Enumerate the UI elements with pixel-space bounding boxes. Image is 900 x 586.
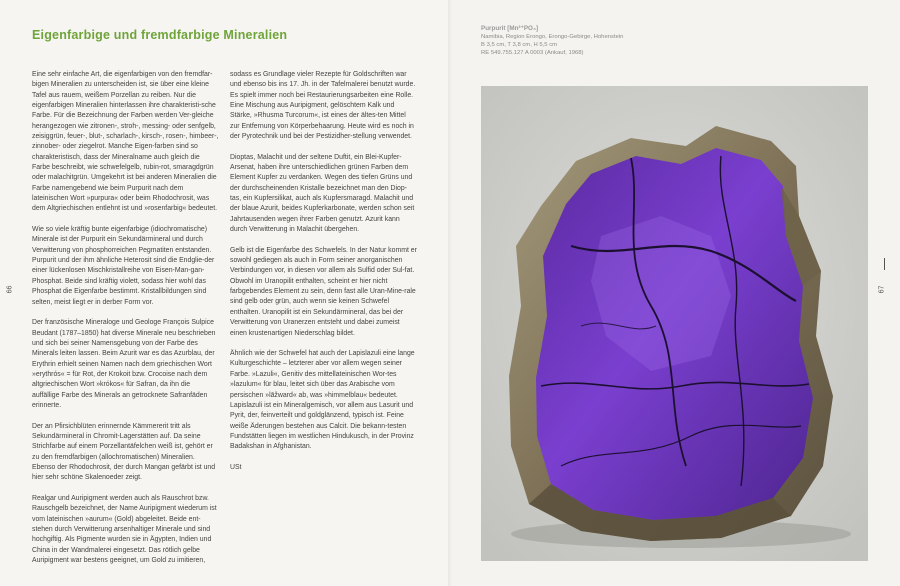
author-initials: USt [230,463,242,471]
photo-caption [481,25,801,57]
caption-inventory: RE 549.755.127 A 0003 (Ankauf, 1968) [481,50,584,56]
paragraph: Ähnlich wie der Schwefel hat auch der Lapislazuli eine lange Kulturgeschichte – letzterer aber vor allem wegen seiner Farbe. »Lazuli«, Genitiv des mittellateinischen Wor-tes »lazulum« für blau, leitet sich über das Arabische vom persischen »lāžward« ab, was »himmelblau« bedeutet. Lapislazuli ist ein Mineralgemisch, vor allem aus Lasurit und Pyrit, der, feinverteilt und goldglänzend, typisch ist. Feine weiße Äderungen bestehen aus Calcit. Die bekann-testen Fundstätten liegen im westlichen Hindukusch, in der Provinz Badakshan in Afghanistan. [230,350,415,451]
page-number-left: 66 [6,285,14,294]
running-head-rule [884,258,885,270]
paragraph: Gelb ist die Eigenfarbe des Schwefels. In der Natur kommt er sowohl gediegen als auch in Form seiner anorganischen Verbindungen vor, in diesen vor allem als Sulfid oder Sul-fat. Obwohl im Uranopilit enthalten, scheint er hier nicht farbgebendes Element zu sein, denn fast alle Uran-Mine-rale sind gelb oder grün, auch wenn sie keinen Schwefel enthalten. Uranopilit ist ein Sekundärmineral, das bei der Verwitterung von Uranerzen entsteht und dabei zumeist einen krustenartigen Niederschlag bildet. [230,246,417,337]
book-gutter [448,0,452,586]
paragraph: Der an Pfirsichblüten erinnernde Kämmererit tritt als Sekundärmineral in Chromit-Lagerstätten auf. Da seine Strichfarbe auf einem Porzellantäfelchen weiß ist, gehört er zu den fremdfarbigen (allochromatischen) Mineralien. Ebenso der Rhodochrosit, der durch Mangan gefärbt ist und hier sehr schöne Skalenoeder zeigt. [32,422,216,482]
caption-locality: Namibia, Region Erongo, Erongo-Gebirge, Hohenstein [481,34,624,40]
text-column-right [230,70,417,484]
text-column-left [32,70,219,577]
paragraph: sodass es Grundlage vieler Rezepte für Goldschriften war und ebenso bis ins 17. Jh. in der Tafelmalerei benutzt wurde. Es spielt immer noch bei Restaurierungsarbeiten eine Rolle. Eine Mischung aus Auripigment, gelöschtem Kalk und Stärke, »Rhusma Turcorum«, ist eines der ältes-ten Mittel zur Entfernung von Körperbehaarung. Heute wird es noch in der Pyrotechnik und bei der Pestizidher-stellung verwendet. [230,71,416,141]
caption-dimensions: B 3,5 cm, T 3,8 cm, H 5,5 cm [481,42,558,48]
paragraph: Der französische Mineraloge und Geologe François Sulpice Beudant (1787–1850) hat diverse Minerale neu beschrieben und sich bei seiner Namensgebung von der Farbe des Minerals leiten lassen. Beim Azurit war es das Azurblau, der Erythrin erhielt seinen Namen nach dem griechischen Wort »erythrós« = für Rot, der Krokoit bzw. Crocoise nach dem altgriechischen Wort »krókos« für Safran, da ihn die auffällige Farbe des Minerals an getrocknete Safranfäden erinnerte. [32,319,216,409]
purpurite-specimen-image [481,86,868,561]
page-title: Eigenfarbige und fremdfarbige Mineralien [32,28,288,42]
page-number-right: 67 [878,285,886,294]
caption-title: Purpurit [Mn³⁺PO₄] [481,25,539,32]
paragraph: Wie so viele kräftig bunte eigenfarbige (idiochromatische) Minerale ist der Purpurit ein Sekundärmineral und durch Verwitterung von phosphorreichen Pegmatiten entstanden. Purpurit und der ihm ähnliche Heterosit sind die Endglie-der einer lückenlosen Mischkristallreihe von Eisen-Man-gan-Phosphat. Beide sind kräftig violett, sodass hier wohl das Phosphat die Eigenfarbe bestimmt. Kristallbildungen sind selten, meist liegt er in derber Form vor. [32,226,215,306]
mineral-photo [481,86,868,561]
paragraph: Dioptas, Malachit und der seltene Duftit, ein Blei-Kupfer-Arsenat, haben ihre unterschiedlichen grünen Farben dem Element Kupfer zu verdanken. Wegen des tiefen Grüns und der durchscheinenden Kristalle bezeichnet man den Diop-tas, ein Kupfersilikat, auch als Kupfersmaragd. Malachit und der blaue Azurit, beides Kupferkarbonate, werden schon seit Jahrtausenden wegen ihrer Farben genutzt. Azurit kann durch Verwitterung in Malachit übergehen. [230,153,415,234]
paragraph: Eine sehr einfache Art, die eigenfarbigen von den fremdfar-bigen Mineralien zu unterscheiden ist, sie über eine kleine Tafel aus rauem, weißem Porzellan zu reiben. Nur die eigenfarbigen Mineralien hinterlassen ihre charakteristi-sche Farbe. Für die Bezeichnung der Farben werden Ver-gleiche herangezogen wie zitronen-, stroh-, messing- oder senfgelb, zeisiggrün, feuer-, blut-, scharlach-, kirsch-, rosen-, himbeer-, zinnober- oder ziegelrot. Manche Eigen-farben sind so charakteristisch, dass der Mineralname auch gleich die Farbe beschreibt, wie schwefelgelb, rubin-rot, smaragdgrün oder malachitgrün. Umgekehrt ist bei anderen Mineralien die Farbe namengebend wie beim Purpurit nach dem lateinischen Wort »purpura« oder beim Rhodochrosit, was dem Altgriechischen entlehnt ist und »rosenfarbig« bedeutet. [32,71,219,213]
paragraph: Realgar und Auripigment werden auch als Rauschrot bzw. Rauschgelb bezeichnet, der Name Auripigment wiederum ist vom lateinischen »aurum« (Gold) abgeleitet. Beide ent-stehen durch Verwitterung arsenhaltiger Minerale und sind hochgiftig. Als Pigmente wurden sie in Ägypten, Indien und China in der Wandmalerei eingesetzt. Das rötlich gelbe Auripigment war bestens geeignet, um Gold zu imitieren, [32,494,217,564]
